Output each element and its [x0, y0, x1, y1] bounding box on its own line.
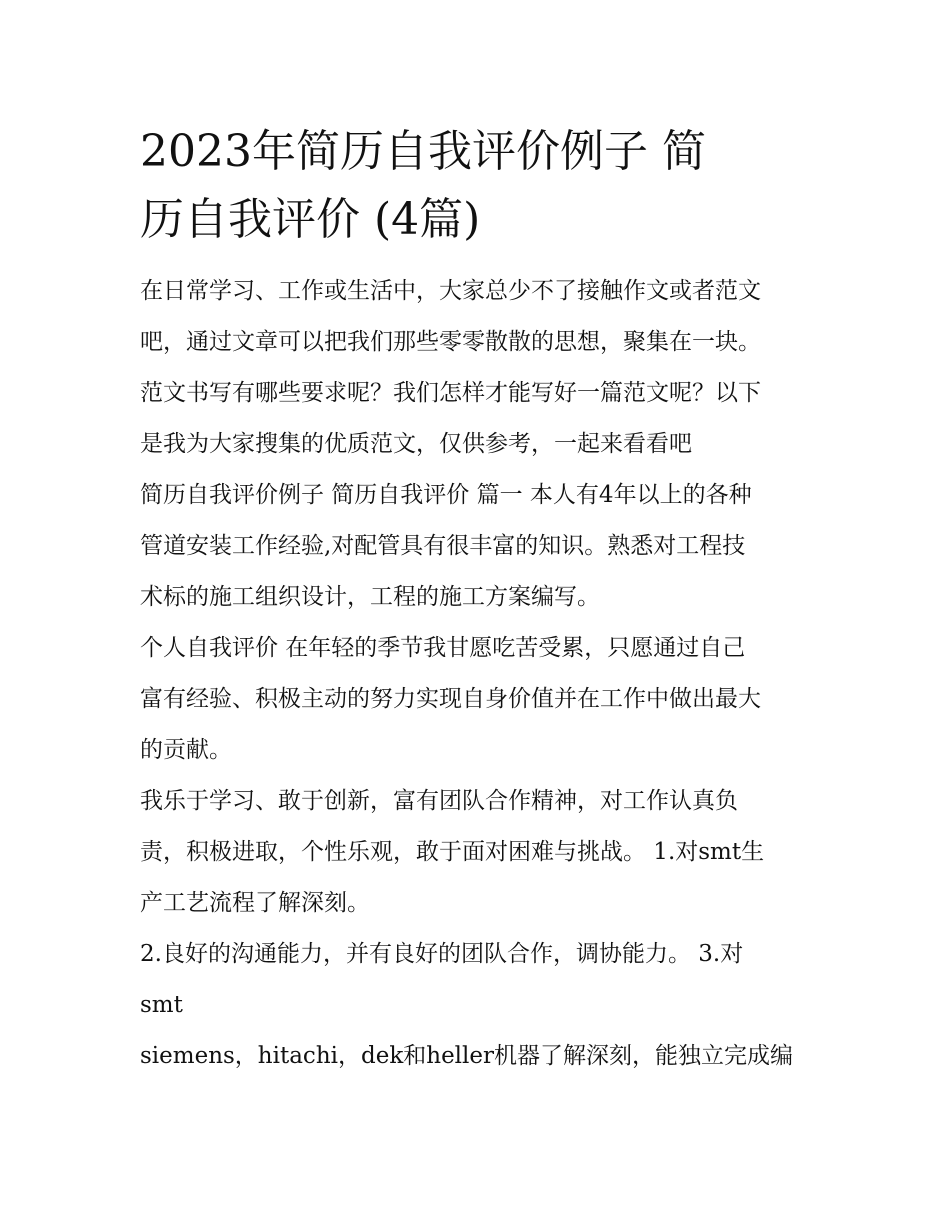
text-line: 的贡献。 — [140, 737, 232, 763]
text-line: 吧，通过文章可以把我们那些零零散散的思想，聚集在一块。 — [140, 329, 761, 355]
paragraph-intro — [140, 266, 820, 470]
text-line: 富有经验、积极主动的努力实现自身价值并在工作中做出最大 — [140, 686, 761, 712]
text-line: 产工艺流程了解深刻。 — [140, 890, 370, 916]
text-line: 是我为大家搜集的优质范文，仅供参考，一起来看看吧 — [140, 431, 692, 457]
document-page — [140, 118, 820, 1082]
title-line: 2023年简历自我评价例子 简 — [140, 126, 706, 177]
paragraph-personal-evaluation — [140, 623, 820, 776]
paragraph-learning-attitude — [140, 776, 820, 929]
document-body — [140, 266, 820, 1082]
paragraph-communication — [140, 929, 820, 1031]
paragraph-machines — [140, 1031, 820, 1082]
text-line: siemens，hitachi，dek和heller机器了解深刻，能独立完成编 — [140, 1043, 793, 1069]
text-line: 2.良好的沟通能力，并有良好的团队合作，调协能力。 3.对 — [140, 941, 744, 967]
paragraph-section-one — [140, 470, 820, 623]
text-line: 我乐于学习、敢于创新，富有团队合作精神，对工作认真负 — [140, 788, 738, 814]
text-line: 术标的施工组织设计，工程的施工方案编写。 — [140, 584, 600, 610]
text-line: 范文书写有哪些要求呢？我们怎样才能写好一篇范文呢？以下 — [140, 380, 761, 406]
text-line: 在日常学习、工作或生活中，大家总少不了接触作文或者范文 — [140, 278, 761, 304]
text-line: 管道安装工作经验,对配管具有很丰富的知识。熟悉对工程技 — [140, 533, 746, 559]
document-title — [140, 118, 820, 254]
text-line: 责，积极进取，个性乐观，敢于面对困难与挑战。 1.对smt生 — [140, 839, 765, 865]
text-line: smt — [140, 992, 183, 1018]
title-line: 历自我评价 (4篇) — [140, 194, 481, 245]
text-line: 简历自我评价例子 简历自我评价 篇一 本人有4年以上的各种 — [140, 482, 752, 508]
text-line: 个人自我评价 在年轻的季节我甘愿吃苦受累，只愿通过自己 — [140, 635, 746, 661]
